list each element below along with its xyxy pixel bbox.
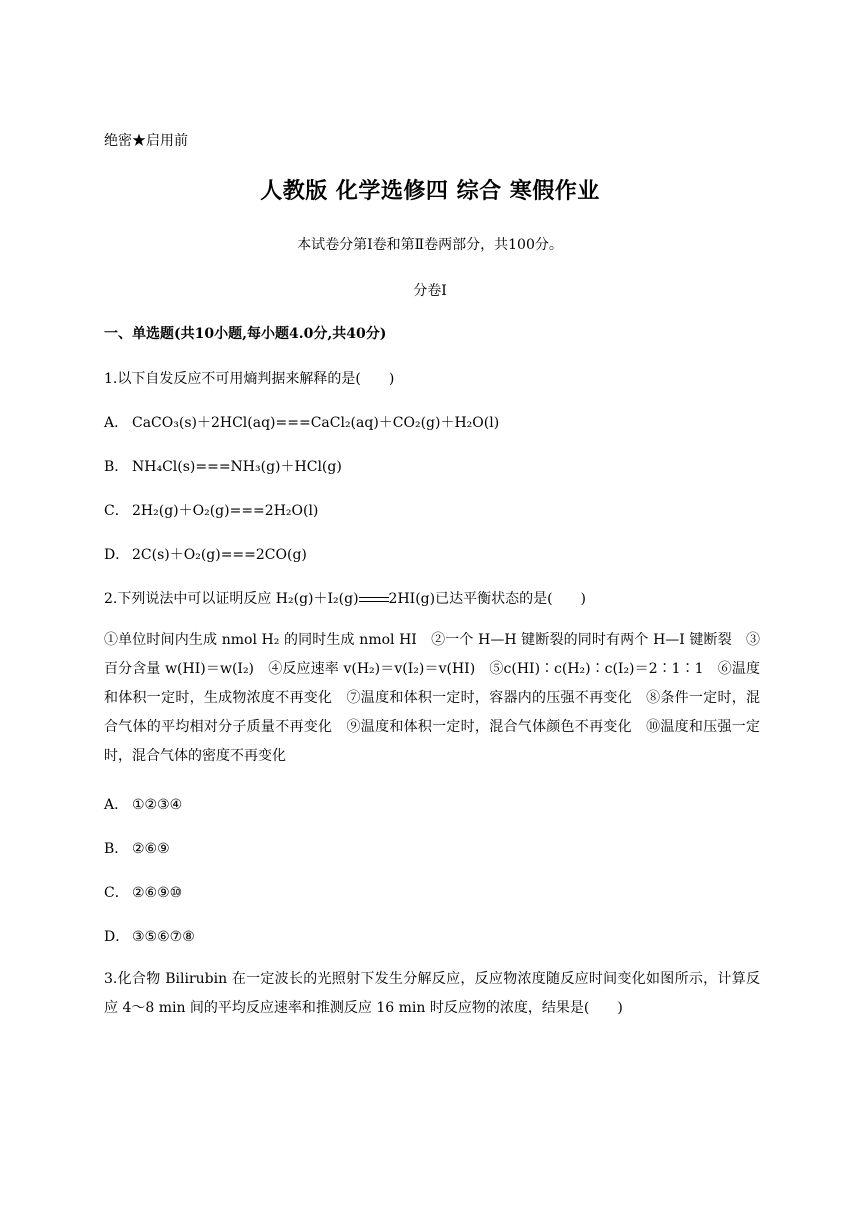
reversible-arrow-icon bbox=[359, 594, 389, 604]
option-text: ②⑥⑨ bbox=[132, 841, 170, 857]
question-2-conditions: ①单位时间内生成 nmol H₂ 的同时生成 nmol HI ②一个 H—H 键断裂的同时有两个 H—I 键断裂 ③百分含量 w(HI)＝w(I₂) ④反应速率 v(H₂)＝v(I₂)＝v(HI) ⑤c(HI)∶c(H₂)∶c(I₂)＝2∶1∶1 ⑥温度和体积一定时，生成物浓度不再变化 ⑦温度和体积一定时，容器内的压强不再变化 ⑧条件一定时，混合气体的平均相对分子质量不再变化 ⑨温度和体积一定时，混合气体颜色不再变化 ⑩温度和压强一定时，混合气体的密度不再变化 bbox=[104, 632, 760, 764]
question-3-stem: 3.化合物 Bilirubin 在一定波长的光照射下发生分解反应，反应物浓度随反应时间变化如图所示，计算反应 4～8 min 间的平均反应速率和推测反应 16 min 时反应物的浓度，结果是( ) bbox=[104, 971, 760, 1016]
option-text: CaCO₃(s)＋2HCl(aq)===CaCl₂(aq)＋CO₂(g)＋H₂O(l) bbox=[132, 415, 500, 431]
option-label: B． bbox=[104, 459, 129, 475]
question-2-stem-start: 2.下列说法中可以证明反应 H₂(g)＋I₂(g) bbox=[104, 591, 359, 607]
section-heading: 一、单选题(共10小题,每小题4.0分,共40分) bbox=[104, 326, 387, 342]
option-text: 2H₂(g)＋O₂(g)===2H₂O(l) bbox=[132, 503, 319, 519]
question-2-option-a[interactable] bbox=[104, 794, 182, 814]
question-1-option-a[interactable] bbox=[104, 412, 499, 432]
option-text: NH₄Cl(s)===NH₃(g)＋HCl(g) bbox=[132, 459, 342, 475]
question-2-option-b[interactable] bbox=[104, 838, 170, 858]
confidential-mark: 绝密★启用前 bbox=[104, 133, 188, 149]
question-1-stem: 1.以下自发反应不可用熵判据来解释的是( ) bbox=[104, 371, 395, 387]
question-2-stem bbox=[104, 588, 586, 608]
option-label: C． bbox=[104, 503, 129, 519]
question-2-option-c[interactable] bbox=[104, 882, 182, 902]
option-label: B． bbox=[104, 841, 129, 857]
option-label: A． bbox=[104, 415, 129, 431]
question-1-option-c[interactable] bbox=[104, 500, 318, 520]
option-label: A． bbox=[104, 797, 129, 813]
question-2-option-d[interactable] bbox=[104, 926, 195, 946]
option-label: D． bbox=[104, 929, 130, 945]
option-text: ①②③④ bbox=[132, 797, 183, 813]
option-text: ③⑤⑥⑦⑧ bbox=[132, 929, 195, 945]
option-text: 2C(s)＋O₂(g)===2CO(g) bbox=[132, 547, 307, 563]
page-title: 人教版 化学选修四 综合 寒假作业 bbox=[260, 179, 600, 204]
question-2-stem-end: 2HI(g)已达平衡状态的是( ) bbox=[388, 591, 587, 607]
part-label: 分卷I bbox=[413, 283, 447, 299]
option-label: C． bbox=[104, 885, 129, 901]
question-1-option-d[interactable] bbox=[104, 544, 307, 564]
option-label: D． bbox=[104, 547, 130, 563]
question-1-option-b[interactable] bbox=[104, 456, 342, 476]
option-text: ②⑥⑨⑩ bbox=[132, 885, 183, 901]
exam-intro: 本试卷分第Ⅰ卷和第Ⅱ卷两部分，共100分。 bbox=[297, 237, 563, 253]
